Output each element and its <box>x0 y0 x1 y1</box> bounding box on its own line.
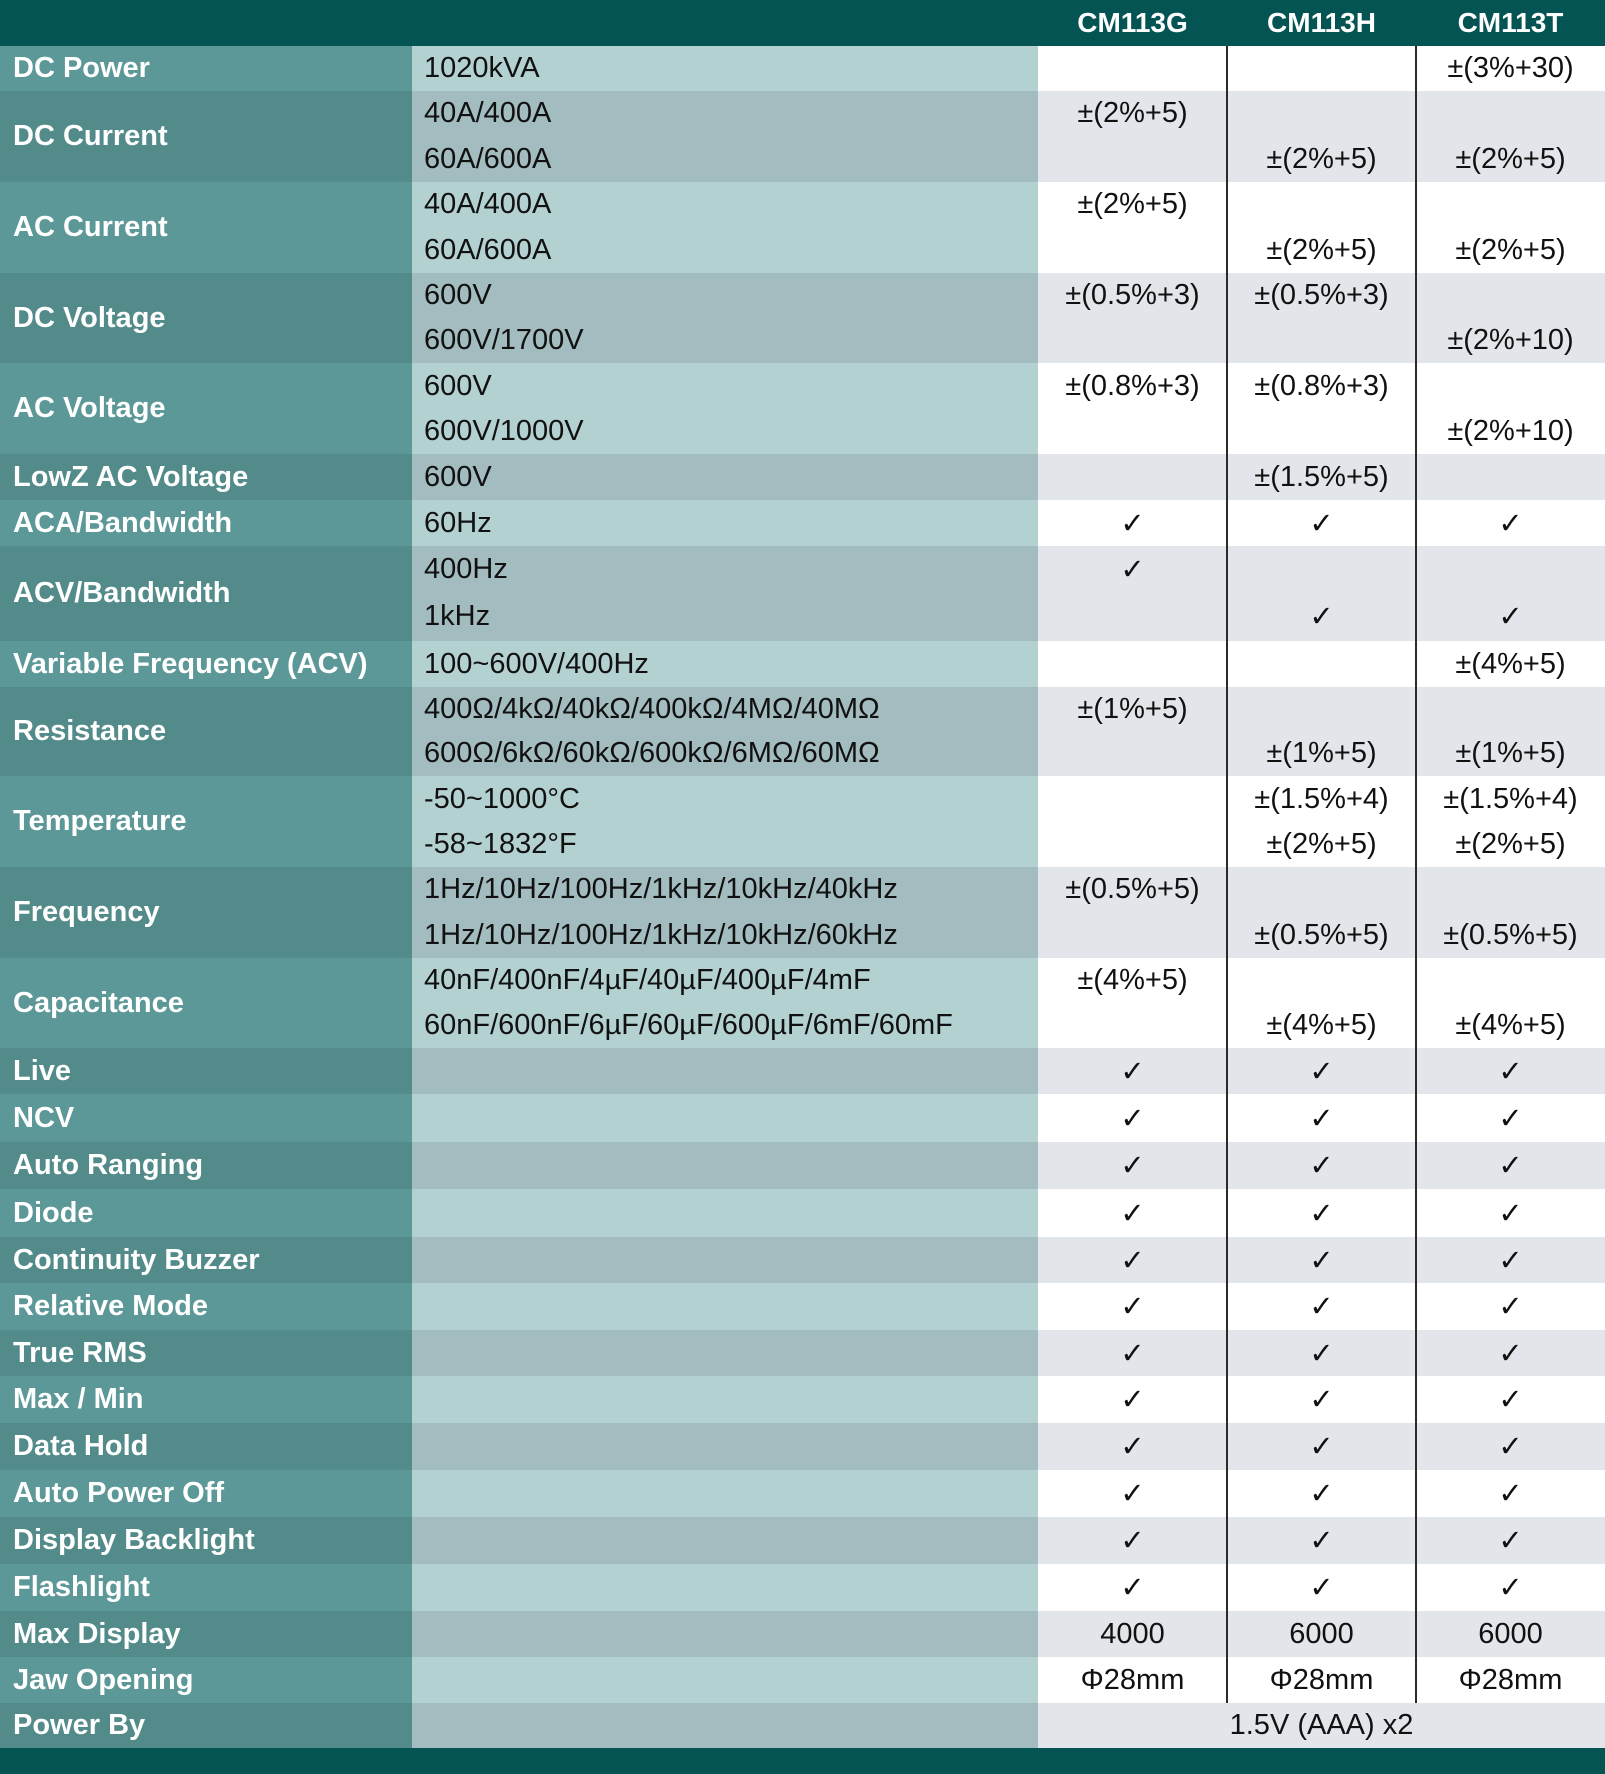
model-value-cell: ±(2%+5) <box>1038 182 1227 227</box>
model-value-cell: ✓ <box>1227 1376 1416 1423</box>
range-cell: 100~600V/400Hz <box>412 641 1038 687</box>
model-value-cell <box>1227 867 1416 912</box>
model-value-cell: ±(0.5%+3) <box>1038 273 1227 318</box>
model-value-cell: Φ28mm <box>1038 1657 1227 1703</box>
model-value-cell <box>1038 912 1227 958</box>
model-value-cell: ±(1%+5) <box>1227 731 1416 776</box>
range-cell: 1kHz <box>412 592 1038 641</box>
row-label: Frequency <box>0 867 412 958</box>
range-cell: 400Hz <box>412 546 1038 592</box>
range-cell: 40A/400A <box>412 91 1038 136</box>
model-value-cell: ✓ <box>1038 1048 1227 1094</box>
row-label: DC Current <box>0 91 412 182</box>
merged-value-cell: 1.5V (AAA) x2 <box>1038 1703 1605 1748</box>
model-value-cell: ✓ <box>1038 1189 1227 1237</box>
model-value-cell: ✓ <box>1227 1048 1416 1094</box>
range-cell: 40A/400A <box>412 182 1038 227</box>
model-value-cell <box>1038 136 1227 182</box>
model-value-cell: Φ28mm <box>1227 1657 1416 1703</box>
model-value-cell: ✓ <box>1038 500 1227 546</box>
model-value-cell: ±(2%+5) <box>1227 136 1416 182</box>
range-cell: 40nF/400nF/4µF/40µF/400µF/4mF <box>412 958 1038 1003</box>
model-value-cell: ✓ <box>1038 546 1227 592</box>
row-label: Continuity Buzzer <box>0 1237 412 1283</box>
model-value-cell: ✓ <box>1227 1564 1416 1611</box>
model-value-cell <box>1227 182 1416 227</box>
row-label: Auto Power Off <box>0 1470 412 1517</box>
range-cell <box>412 1189 1038 1237</box>
model-value-cell: ±(2%+5) <box>1227 227 1416 273</box>
model-value-cell <box>1416 546 1605 592</box>
model-value-cell: Φ28mm <box>1416 1657 1605 1703</box>
model-value-cell: ±(0.5%+5) <box>1038 867 1227 912</box>
model-value-cell <box>1227 46 1416 91</box>
model-value-cell: ±(0.8%+3) <box>1038 363 1227 409</box>
model-value-cell: ±(2%+5) <box>1416 227 1605 273</box>
row-label: Relative Mode <box>0 1283 412 1330</box>
row-label: DC Power <box>0 46 412 91</box>
row-label: Flashlight <box>0 1564 412 1611</box>
model-header: CM113H <box>1267 7 1376 38</box>
range-cell <box>412 1330 1038 1376</box>
model-value-cell: ✓ <box>1038 1283 1227 1330</box>
model-value-cell: ±(2%+5) <box>1416 136 1605 182</box>
model-header: CM113T <box>1457 7 1564 38</box>
row-label: Max Display <box>0 1611 412 1657</box>
range-cell <box>412 1611 1038 1657</box>
range-cell: 600V <box>412 273 1038 318</box>
model-value-cell <box>1227 687 1416 731</box>
model-value-cell: ±(1.5%+4) <box>1227 776 1416 822</box>
model-value-cell <box>1227 641 1416 687</box>
model-value-cell: ±(0.8%+3) <box>1227 363 1416 409</box>
column-divider <box>1415 46 1417 1703</box>
range-cell: 60A/600A <box>412 227 1038 273</box>
row-label: True RMS <box>0 1330 412 1376</box>
range-cell: 600Ω/6kΩ/60kΩ/600kΩ/6MΩ/60MΩ <box>412 731 1038 776</box>
range-cell: -50~1000°C <box>412 776 1038 822</box>
range-cell <box>412 1283 1038 1330</box>
model-value-cell <box>1227 409 1416 454</box>
model-value-cell: ±(1.5%+4) <box>1416 776 1605 822</box>
model-value-cell: ✓ <box>1227 1283 1416 1330</box>
row-label: NCV <box>0 1094 412 1142</box>
model-value-cell: ✓ <box>1416 1564 1605 1611</box>
range-cell <box>412 1237 1038 1283</box>
range-cell: 1Hz/10Hz/100Hz/1kHz/10kHz/60kHz <box>412 912 1038 958</box>
model-value-cell <box>1416 958 1605 1003</box>
range-cell <box>412 1142 1038 1189</box>
model-value-cell: ±(0.5%+5) <box>1227 912 1416 958</box>
model-value-cell: ✓ <box>1038 1094 1227 1142</box>
model-value-cell <box>1038 592 1227 641</box>
range-cell: 600V <box>412 363 1038 409</box>
range-cell: 400Ω/4kΩ/40kΩ/400kΩ/4MΩ/40MΩ <box>412 687 1038 731</box>
range-cell <box>412 1657 1038 1703</box>
model-value-cell <box>1416 454 1605 500</box>
model-value-cell: ±(4%+5) <box>1416 1003 1605 1048</box>
range-cell <box>412 1048 1038 1094</box>
row-label: Power By <box>0 1703 412 1748</box>
model-value-cell: ✓ <box>1416 1237 1605 1283</box>
row-label: Diode <box>0 1189 412 1237</box>
model-value-cell <box>1038 641 1227 687</box>
model-value-cell: ✓ <box>1038 1376 1227 1423</box>
model-value-cell <box>1038 454 1227 500</box>
model-value-cell: ±(4%+5) <box>1416 641 1605 687</box>
model-value-cell: ✓ <box>1416 1142 1605 1189</box>
range-cell <box>412 1423 1038 1470</box>
model-value-cell: ✓ <box>1227 1189 1416 1237</box>
row-label: Live <box>0 1048 412 1094</box>
range-cell <box>412 1564 1038 1611</box>
model-value-cell: ✓ <box>1227 1094 1416 1142</box>
model-value-cell: ±(0.5%+3) <box>1227 273 1416 318</box>
range-cell: -58~1832°F <box>412 822 1038 867</box>
model-value-cell: ±(1.5%+5) <box>1227 454 1416 500</box>
model-value-cell: ✓ <box>1416 592 1605 641</box>
range-cell <box>412 1094 1038 1142</box>
model-value-cell <box>1416 91 1605 136</box>
range-cell <box>412 1517 1038 1564</box>
model-value-cell: ±(2%+10) <box>1416 318 1605 363</box>
model-value-cell: ✓ <box>1038 1470 1227 1517</box>
row-label: DC Voltage <box>0 273 412 363</box>
model-value-cell: ✓ <box>1416 1189 1605 1237</box>
model-value-cell: ±(2%+5) <box>1416 822 1605 867</box>
model-value-cell <box>1038 1003 1227 1048</box>
model-value-cell: ✓ <box>1416 1094 1605 1142</box>
column-divider <box>1226 46 1228 1703</box>
model-value-cell: ✓ <box>1038 1330 1227 1376</box>
range-cell: 1020kVA <box>412 46 1038 91</box>
model-value-cell: ±(1%+5) <box>1038 687 1227 731</box>
range-cell: 600V/1700V <box>412 318 1038 363</box>
model-value-cell <box>1038 227 1227 273</box>
range-cell: 600V <box>412 454 1038 500</box>
model-value-cell: ±(1%+5) <box>1416 731 1605 776</box>
row-label: Temperature <box>0 776 412 867</box>
row-label: AC Voltage <box>0 363 412 454</box>
row-label: Resistance <box>0 687 412 776</box>
range-cell: 1Hz/10Hz/100Hz/1kHz/10kHz/40kHz <box>412 867 1038 912</box>
model-value-cell: ✓ <box>1227 1423 1416 1470</box>
model-value-cell <box>1038 318 1227 363</box>
row-label: ACV/Bandwidth <box>0 546 412 641</box>
row-label: Display Backlight <box>0 1517 412 1564</box>
range-cell: 600V/1000V <box>412 409 1038 454</box>
model-header: CM113G <box>1077 7 1188 38</box>
model-value-cell: ±(0.5%+5) <box>1416 912 1605 958</box>
model-value-cell: ✓ <box>1416 1376 1605 1423</box>
row-label: Jaw Opening <box>0 1657 412 1703</box>
model-value-cell <box>1038 731 1227 776</box>
model-value-cell <box>1416 687 1605 731</box>
model-value-cell: ✓ <box>1416 500 1605 546</box>
model-value-cell: 6000 <box>1227 1611 1416 1657</box>
row-label: Max / Min <box>0 1376 412 1423</box>
model-value-cell: ✓ <box>1416 1423 1605 1470</box>
model-value-cell <box>1416 182 1605 227</box>
model-value-cell <box>1038 776 1227 822</box>
row-label: Variable Frequency (ACV) <box>0 641 412 687</box>
model-value-cell: ✓ <box>1227 1517 1416 1564</box>
model-value-cell <box>1227 91 1416 136</box>
model-value-cell <box>1227 318 1416 363</box>
model-value-cell <box>1416 363 1605 409</box>
row-label: Data Hold <box>0 1423 412 1470</box>
footer-band <box>0 1748 1605 1774</box>
model-value-cell: ✓ <box>1416 1283 1605 1330</box>
model-value-cell: ✓ <box>1416 1470 1605 1517</box>
model-value-cell: ✓ <box>1038 1564 1227 1611</box>
model-value-cell <box>1227 958 1416 1003</box>
model-value-cell: ✓ <box>1038 1142 1227 1189</box>
range-cell: 60A/600A <box>412 136 1038 182</box>
row-label: Capacitance <box>0 958 412 1048</box>
model-value-cell: ±(2%+5) <box>1038 91 1227 136</box>
row-label: Auto Ranging <box>0 1142 412 1189</box>
row-label: LowZ AC Voltage <box>0 454 412 500</box>
model-value-cell: ✓ <box>1416 1517 1605 1564</box>
model-value-cell: 6000 <box>1416 1611 1605 1657</box>
model-value-cell: ✓ <box>1227 1330 1416 1376</box>
range-cell <box>412 1470 1038 1517</box>
model-value-cell: ✓ <box>1227 1237 1416 1283</box>
row-label: ACA/Bandwidth <box>0 500 412 546</box>
row-label: AC Current <box>0 182 412 273</box>
range-cell: 60nF/600nF/6µF/60µF/600µF/6mF/60mF <box>412 1003 1038 1048</box>
model-value-cell: ±(2%+5) <box>1227 822 1416 867</box>
model-value-cell: ±(4%+5) <box>1038 958 1227 1003</box>
model-value-cell <box>1038 822 1227 867</box>
range-cell <box>412 1376 1038 1423</box>
model-value-cell: ✓ <box>1038 1517 1227 1564</box>
model-value-cell: ✓ <box>1416 1330 1605 1376</box>
model-value-cell: ✓ <box>1038 1237 1227 1283</box>
model-value-cell <box>1416 867 1605 912</box>
model-value-cell <box>1038 46 1227 91</box>
model-value-cell: ✓ <box>1227 1470 1416 1517</box>
model-value-cell: ±(4%+5) <box>1227 1003 1416 1048</box>
model-value-cell: ✓ <box>1038 1423 1227 1470</box>
model-value-cell: ✓ <box>1227 1142 1416 1189</box>
model-value-cell: 4000 <box>1038 1611 1227 1657</box>
model-value-cell: ✓ <box>1416 1048 1605 1094</box>
model-value-cell: ±(3%+30) <box>1416 46 1605 91</box>
model-value-cell <box>1416 273 1605 318</box>
model-value-cell <box>1038 409 1227 454</box>
model-value-cell: ✓ <box>1227 500 1416 546</box>
range-cell <box>412 1703 1038 1748</box>
model-value-cell: ✓ <box>1227 592 1416 641</box>
model-value-cell: ±(2%+10) <box>1416 409 1605 454</box>
range-cell: 60Hz <box>412 500 1038 546</box>
model-value-cell <box>1227 546 1416 592</box>
